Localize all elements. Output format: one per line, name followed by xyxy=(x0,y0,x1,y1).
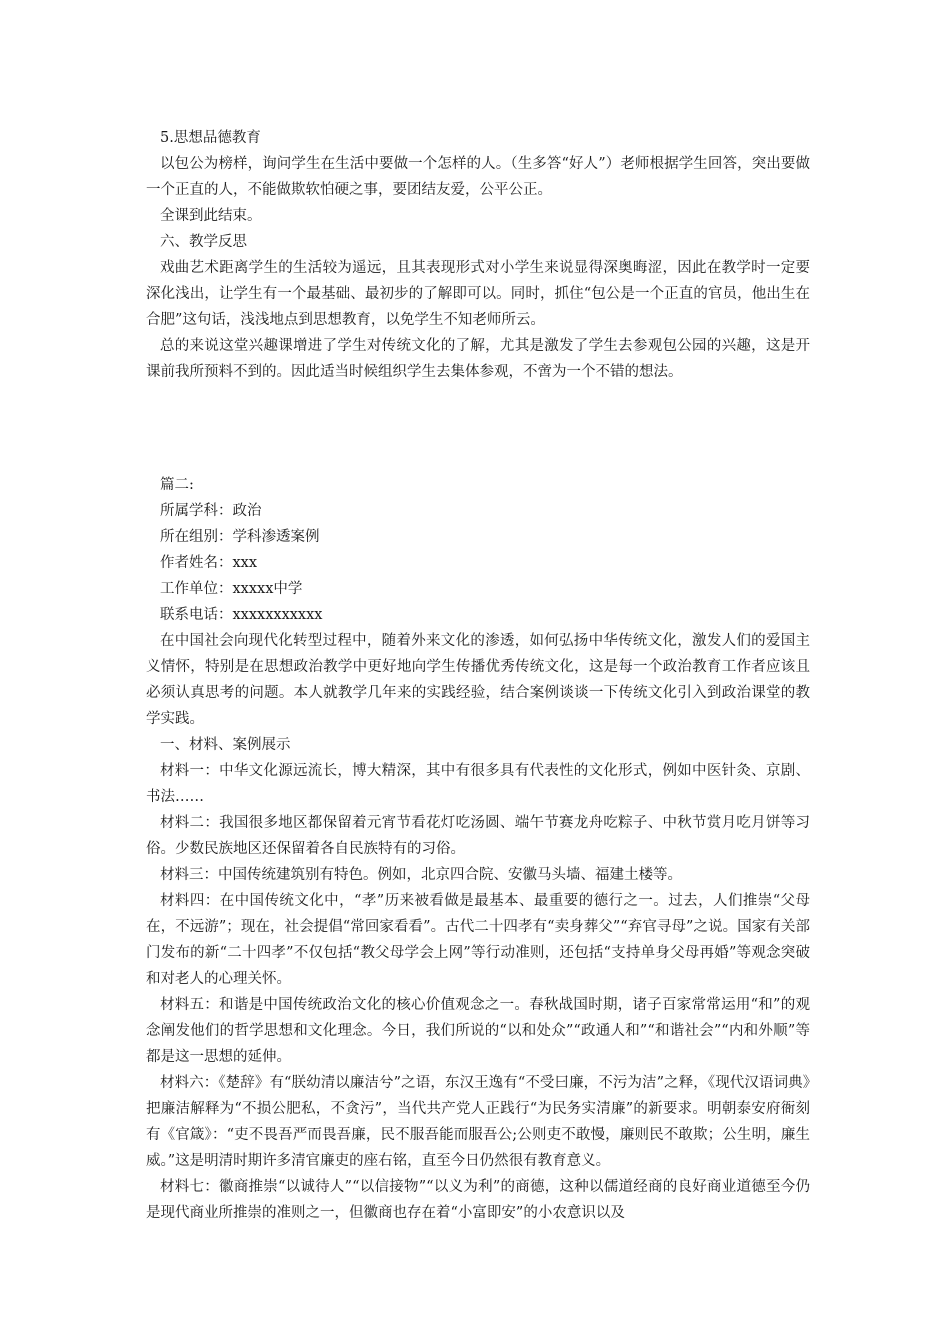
intro-paragraph: 在中国社会向现代化转型过程中，随着外来文化的渗透，如何弘扬中华传统文化，激发人们的爱国主义情怀，特别是在思想政治教学中更好地向学生传播优秀传统文化，这是每一个政治教育工作者应该且必须认真思考的问题。本人就教学几年来的实践经验，结合案例谈谈一下传统文化引入到政治课堂的教学实践。 xyxy=(146,633,810,727)
work-unit-line: 工作单位：xxxxx中学 xyxy=(160,581,303,597)
material-paragraph: 材料三：中国传统建筑别有特色。例如，北京四合院、安徽马头墙、福建土楼等。 xyxy=(160,867,682,883)
moral-education-paragraph: 以包公为榜样，询问学生在生活中要做一个怎样的人。（生多答“好人”）老师根据学生回答，突出要做一个正直的人，不能做欺软怕硬之事，要团结友爱，公平公正。 xyxy=(146,156,810,198)
group-line: 所在组别：学科渗透案例 xyxy=(160,529,320,545)
case-study-section xyxy=(146,472,810,1226)
part-title: 篇二: xyxy=(160,477,194,493)
reflection-paragraph: 戏曲艺术距离学生的生活较为遥远，且其表现形式对小学生来说显得深奥晦涩，因此在教学时一定要深化浅出，让学生有一个最基础、最初步的了解即可以。同时，抓住“包公是一个正直的官员，他出生在合肥”这句话，浅浅地点到思想教育，以免学生不知老师所云。 xyxy=(146,260,810,328)
lesson-end-line: 全课到此结束。 xyxy=(160,208,262,224)
author-line: 作者姓名：xxx xyxy=(160,555,258,571)
material-paragraph: 材料六：《楚辞》有“朕幼清以廉洁兮”之语，东汉王逸有“不受曰廉，不污为洁”之释，《现代汉语词典》把廉洁解释为“不损公肥私，不贪污”，当代共产党人正践行“为民务实清廉”的新要求。明朝泰安府衙刻有《官箴》：“吏不畏吾严而畏吾廉，民不服吾能而服吾公;公则吏不敢慢，廉则民不敢欺；公生明，廉生威。”这是明清时期许多清官廉吏的座右铭，直至今日仍然很有教育意义。 xyxy=(146,1075,810,1169)
moral-education-heading: 5.思想品德教育 xyxy=(160,130,261,146)
phone-line: 联系电话：xxxxxxxxxxx xyxy=(160,607,323,623)
reflection-summary-paragraph: 总的来说这堂兴趣课增进了学生对传统文化的了解，尤其是激发了学生去参观包公园的兴趣，这是开课前我所预料不到的。因此适当时候组织学生去集体参观，不啻为一个不错的想法。 xyxy=(146,338,810,380)
material-paragraph: 材料四：在中国传统文化中，“孝”历来被看做是最基本、最重要的德行之一。过去，人们推崇“父母在，不远游”；现在，社会提倡“常回家看看”。古代二十四孝有“卖身葬父”“弃官寻母”之说。国家有关部门发布的新“二十四孝”不仅包括“教父母学会上网”等行动准则，还包括“支持单身父母再婚”等观念突破和对老人的心理关怀。 xyxy=(146,893,810,987)
material-paragraph: 材料二：我国很多地区都保留着元宵节看花灯吃汤圆、端午节赛龙舟吃粽子、中秋节赏月吃月饼等习俗。少数民族地区还保留着各自民族特有的习俗。 xyxy=(146,815,810,857)
reflection-heading: 六、教学反思 xyxy=(160,234,247,250)
lesson-plan-ending xyxy=(146,125,810,385)
material-paragraph: 材料一：中华文化源远流长，博大精深，其中有很多具有代表性的文化形式，例如中医针灸、京剧、书法…… xyxy=(146,763,810,805)
subject-line: 所属学科：政治 xyxy=(160,503,262,519)
material-paragraph: 材料七：徽商推崇“以诚待人”“以信接物”“以义为利”的商德，这种以儒道经商的良好商业道德至今仍是现代商业所推崇的准则之一，但徽商也存在着“小富即安”的小农意识以及 xyxy=(146,1179,810,1221)
materials-heading: 一、材料、案例展示 xyxy=(160,737,291,753)
material-paragraph: 材料五：和谐是中国传统政治文化的核心价值观念之一。春秋战国时期，诸子百家常常运用“和”的观念阐发他们的哲学思想和文化理念。今日，我们所说的“以和处众”“政通人和”“和谐社会”“内和外顺”等都是这一思想的延伸。 xyxy=(146,997,810,1065)
